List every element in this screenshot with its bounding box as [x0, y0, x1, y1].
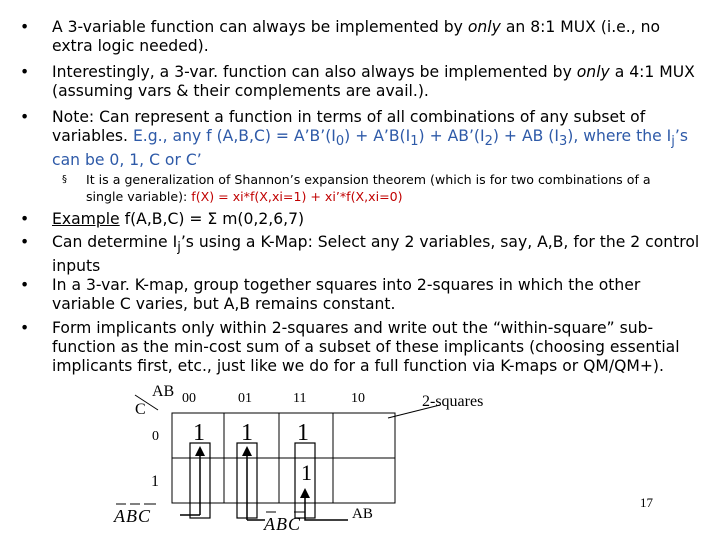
bullet-text: Example f(A,B,C) = Σ m(0,2,6,7): [52, 210, 305, 228]
kmap-col-header: 01: [238, 391, 252, 406]
bullet-marker: •: [20, 276, 30, 294]
bullet-text: Note: Can represent a function in terms of all combinations of any subset of variables. E.g., any f $(A,B,C) = A’B’(I_0)$ + $A’B(I_1)$ + $AB’(I_2)$ + AB $(I_3)$, where the $I_j’s$ can be 0, 1, C or C’: [52, 108, 688, 170]
abc-label-a: ABC: [114, 506, 151, 526]
page-number: 17: [640, 495, 653, 510]
arrow-ab-11: [305, 490, 348, 520]
bullet-text: Form implicants only within 2-squares and write out the “within-square” sub-function as the min-cost sum of a subset of these implicants (choosing essential implicants first, etc., just like we do for a full function via K-maps or QM/QM+).: [52, 319, 680, 375]
kmap-row-header: 0: [152, 429, 159, 444]
kmap-col-header: 00: [182, 391, 196, 406]
bullet-marker: •: [20, 210, 30, 228]
abc-label-b: ABC: [264, 514, 301, 534]
kmap-col-header: 10: [351, 391, 365, 406]
bullet-marker: •: [20, 233, 30, 251]
kmap-ab-label: AB: [152, 383, 175, 400]
ab-bottom-label: AB: [352, 506, 373, 522]
bullet-text: Can determine $I_j’s$ using a K-Map: Select any 2 variables, say, A,B, for the 2 control inputs: [52, 233, 700, 276]
bullet-marker: •: [20, 108, 30, 126]
bullet-marker: •: [20, 319, 30, 337]
kmap-cell-0-00: 1: [193, 420, 205, 446]
bullet-text: Interestingly, a 3-var. function can also always be implemented by only a 4:1 MUX (assuming vars & their complements are avail.).: [52, 63, 695, 100]
arrowhead-icon: [300, 488, 310, 498]
arrowhead-icon: [195, 446, 205, 456]
two-squares-label: 2-squares: [422, 393, 484, 410]
sub-bullet-marker: §: [62, 174, 67, 185]
kmap-col-header: 11: [293, 391, 307, 406]
kmap-cell-1-11: 1: [301, 460, 312, 485]
kmap-cell-0-11: 1: [297, 420, 309, 446]
shannon-formula: f(X) = xi*f(X,xi=1) + xi’*f(X,xi=0): [191, 189, 403, 204]
kmap-row-header: 1: [151, 473, 159, 490]
bullet-marker: •: [20, 18, 30, 36]
arrowhead-icon: [242, 446, 252, 456]
kmap-cell-0-01: 1: [241, 420, 253, 446]
bullet-marker: •: [20, 63, 30, 81]
bullet-text: A 3-variable function can always be implemented by only an 8:1 MUX (i.e., no extra logic needed).: [52, 18, 661, 55]
bullet-text: In a 3-var. K-map, group together squares into 2-squares in which the other variable C varies, but A,B remains constant.: [52, 276, 641, 313]
kmap-c-label: C: [135, 401, 146, 418]
sub-bullet-text: It is a generalization of Shannon’s expansion theorem (which is for two combinations of a single variable): f(X) = xi*f(X,xi=1) + xi’*f(X,xi=0): [86, 172, 651, 204]
